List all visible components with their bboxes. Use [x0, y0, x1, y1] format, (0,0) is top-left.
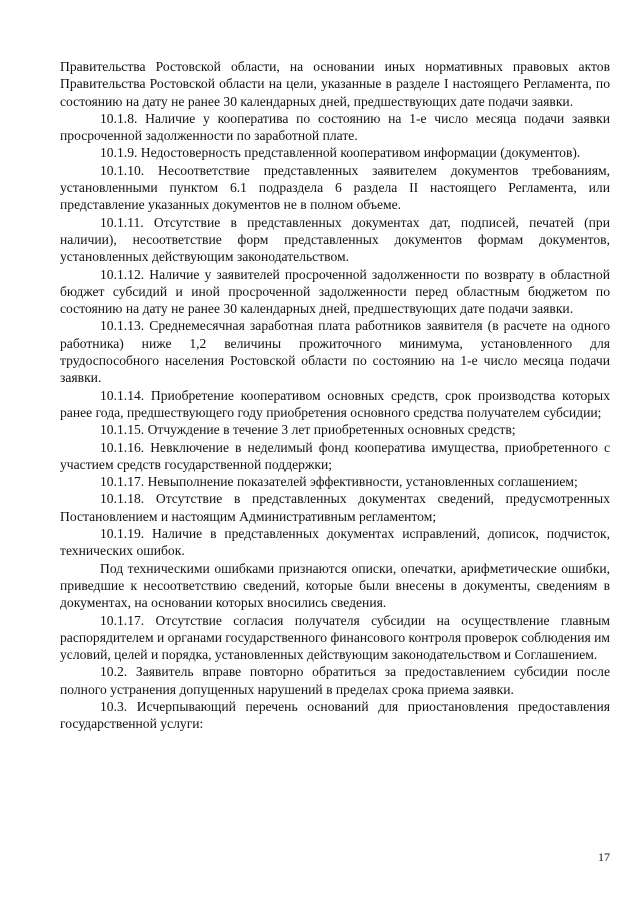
paragraph: 10.1.17. Отсутствие согласия получателя субсидии на осуществление главным распорядителем и органами государственного финансового контроля проверок соблюдения им условий, целей и порядка, установленных действующим законодательством и Соглашением. — [60, 612, 610, 663]
paragraph: 10.1.13. Среднемесячная заработная плата работников заявителя (в расчете на одного работника) ниже 1,2 величины прожиточного минимума, установленного для трудоспособного населения Ростовской области по состоянию на 1-е число месяца подачи заявки. — [60, 318, 610, 386]
paragraph: 10.1.9. Недостоверность представленной кооперативом информации (документов). — [100, 145, 581, 161]
paragraph: 10.1.11. Отсутствие в представленных документах дат, подписей, печатей (при наличии), несоответствие форм представленных документов формам документов, установленных действующим законодательством. — [60, 214, 610, 265]
paragraph: Под техническими ошибками признаются описки, опечатки, арифметические ошибки, приведшие к несоответствию сведений, которые были внесены в документы, сведениям в документах, на основании которых вносились сведения. — [60, 560, 610, 611]
paragraph: 10.2. Заявитель вправе повторно обратиться за предоставлением субсидии после полного устранения допущенных нарушений в пределах срока приема заявки. — [60, 664, 610, 697]
paragraph: 10.1.10. Несоответствие представленных заявителем документов требованиям, установленными пунктом 6.1 подраздела 6 раздела II настоящего Регламента, или представление указанных документов не в полном объеме. — [60, 162, 610, 213]
paragraph: 10.1.12. Наличие у заявителей просроченной задолженности по возврату в областной бюджет субсидий и иной просроченной задолженности перед областным бюджетом по состоянию на дату не ранее 30 календарных дней, предшествующих дате подачи заявки. — [60, 266, 610, 317]
paragraph: 10.1.8. Наличие у кооператива по состоянию на 1-е число месяца подачи заявки просроченной задолженности по заработной плате. — [60, 110, 610, 144]
paragraph: 10.1.18. Отсутствие в представленных документах сведений, предусмотренных Постановлением и настоящим Административным регламентом; — [60, 491, 610, 524]
document-body — [60, 58, 610, 733]
paragraph: 10.1.16. Невключение в неделимый фонд кооператива имущества, приобретенного с участием средств государственной поддержки; — [60, 439, 610, 472]
paragraph: 10.1.15. Отчуждение в течение 3 лет приобретенных основных средств; — [100, 422, 516, 438]
paragraph: 10.3. Исчерпывающий перечень оснований для приостановления предоставления государственной услуги: — [60, 698, 610, 732]
paragraph: 10.1.19. Наличие в представленных документах исправлений, дописок, подчисток, технических ошибок. — [60, 526, 610, 559]
paragraph: 10.1.17. Невыполнение показателей эффективности, установленных соглашением; — [100, 474, 578, 490]
paragraph: 10.1.14. Приобретение кооперативом основных средств, срок производства которых ранее года, предшествующего году приобретения основного средства получателем субсидии; — [60, 387, 610, 420]
page-number: 17 — [598, 850, 610, 864]
paragraph: Правительства Ростовской области, на основании иных нормативных правовых актов Правительства Ростовской области на цели, указанные в разделе I настоящего Регламента, по состоянию на дату не ранее 30 календарных дней, предшествующих дате подачи заявки. — [60, 59, 610, 109]
